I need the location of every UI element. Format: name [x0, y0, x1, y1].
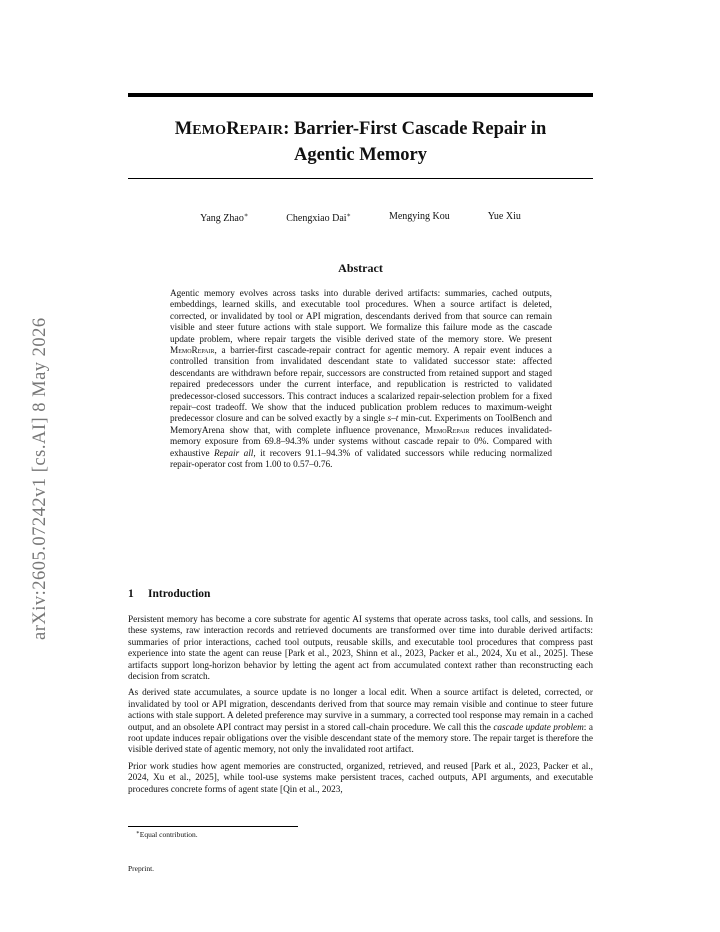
equal-contribution-mark: ∗	[243, 212, 249, 219]
title-top-rule	[128, 93, 593, 97]
title-name-m: M	[174, 119, 193, 139]
paper-title	[128, 117, 593, 167]
intro-paragraph-3: Prior work studies how agent memories are constructed, organized, retrieved, and reused [Park et al., 2023, Packer et al., 2024, Xu et al., 2025], while tool-use systems make persistent traces, cached outputs, API arguments, and executable procedures concrete forms of agent state [Qin et al., 2023,	[128, 761, 593, 795]
method-name: MemoRepair	[425, 425, 470, 436]
equal-contribution-mark: ∗	[346, 212, 351, 219]
title-name-emo: EMO	[192, 123, 227, 138]
title-name-epair: EPAIR	[239, 123, 284, 138]
section-heading-introduction	[128, 588, 593, 600]
introduction-body	[128, 615, 593, 801]
section-number: 1	[128, 588, 134, 600]
preprint-label: Preprint.	[128, 864, 155, 873]
author: Mengying Kou	[388, 211, 450, 222]
repair-all-term: Repair all	[214, 448, 254, 459]
abstract-text: Agentic memory evolves across tasks into durable derived artifacts: summaries, cached outputs, embeddings, learned skills, and executable tool procedures. When a source artifact is deleted, corrected, or invalidated by tool or API migration, descendants derived from that source can remain visible and steer future actions with stale support. We formalize this failure mode as the cascade update problem, where repair targets the visible derived state of the memory store. We present MemoRepair, a barrier-first cascade-repair contract for agentic memory. A repair event induces a controlled transition from invalidated descendant state to validated successor state: affected descendants are withdrawn before repair, successors are constructed from retained support and staged repaired predecessors under the current interface, and republication is restricted to validated predecessor-closed successors. This contract induces a scalarized repair-selection problem for a fixed repair–cost tradeoff. We show that the induced publication problem reduces to maximum-weight predecessor closure and can be solved exactly by a single s–t min-cut. Experiments on ToolBench and MemoryArena show that, with complete influence provenance, MemoRepair reduces invalidated-memory exposure from 69.8–94.3% under systems without cascade repair to 0%. Compared with exhaustive Repair all, it recovers 91.1–94.3% of validated successors while reducing normalized repair-operator cost from 1.00 to 0.57–0.76.	[170, 289, 552, 471]
abstract-heading: Abstract	[338, 261, 383, 275]
author: Yue Xiu	[487, 211, 521, 222]
title-line1-rest: : Barrier-First Cascade Repair in	[283, 119, 547, 139]
footnote-rule	[128, 826, 298, 827]
footnote: ∗Equal contribution.	[136, 830, 198, 839]
author: Chengxiao Dai∗	[286, 212, 351, 224]
intro-paragraph-1: Persistent memory has become a core substrate for agentic AI systems that operate across tasks, tool calls, and sessions. In these systems, raw interaction records and retrieved documents are transformed over time into durable derived artifacts: summaries of prior interactions, cached tool outputs, reusable skills, and executable tool procedures that compress past experience into state the agent can reuse [Park et al., 2023, Shinn et al., 2023, Packer et al., 2024, Xu et al., 2025]. These artifacts support long-horizon behavior by letting the agent act from accumulated context rather than reconstructing each decision from scratch.	[128, 615, 593, 683]
method-name: MemoRepair	[170, 346, 215, 357]
author: Yang Zhao∗	[200, 212, 249, 224]
title-line2: Agentic Memory	[293, 145, 428, 165]
intro-paragraph-2: As derived state accumulates, a source update is no longer a local edit. When a source artifact is deleted, corrected, or invalidated by tool or API migration, descendants derived from that source may remain visible and continue to steer future actions with stale support. A deleted preference may survive in a summary, a corrected tool response may remain in a cached output, and an obsolete API contract may persist in a stored call-chain procedure. We call this the cascade update problem: a root update induces repair obligations over the visible descendant state of the memory store. The repair target is therefore the visible derived state of agentic memory, not only the invalidated root artifact.	[128, 688, 593, 756]
section-title: Introduction	[148, 588, 211, 600]
st-cut-term: s–t	[387, 414, 399, 425]
author-list	[128, 211, 593, 224]
title-name-r: R	[226, 119, 240, 139]
arxiv-stamp: arXiv:2605.07242v1 [cs.AI] 8 May 2026	[30, 317, 50, 640]
title-bottom-rule	[128, 178, 593, 179]
emphasis-term: cascade update problem	[493, 722, 584, 733]
